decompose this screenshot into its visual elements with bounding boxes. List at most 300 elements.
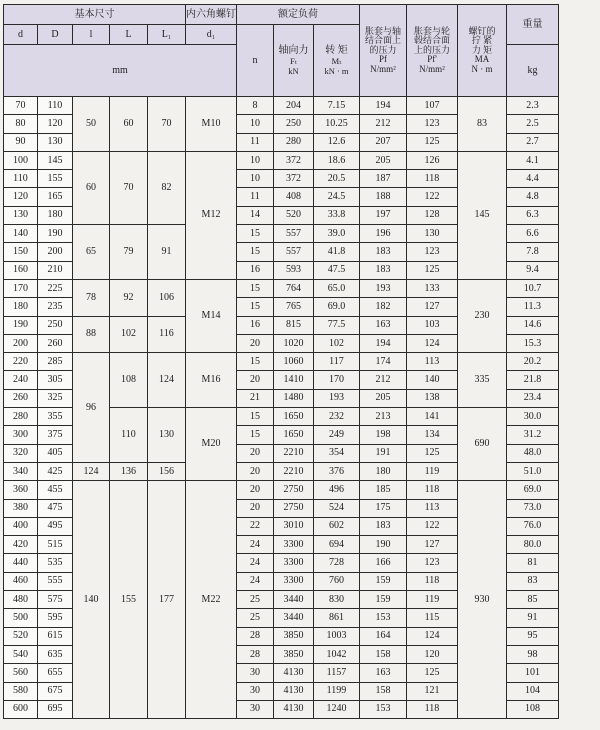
cell-L1: 82 (148, 151, 186, 224)
cell-D: 325 (38, 389, 73, 407)
cell-D: 355 (38, 408, 73, 426)
cell-n: 20 (237, 481, 274, 499)
cell-torque: 760 (314, 572, 360, 590)
cell-weight: 7.8 (507, 243, 559, 261)
cell-shaft-pressure: 174 (360, 353, 407, 371)
cell-axial-force: 372 (274, 151, 314, 169)
cell-n: 22 (237, 517, 274, 535)
basic-dimensions-header: 基本尺寸 (4, 5, 186, 25)
cell-d: 200 (4, 334, 38, 352)
cell-hub-pressure: 141 (407, 408, 458, 426)
kg-unit-header: kg (507, 45, 559, 97)
cell-n: 30 (237, 664, 274, 682)
cell-axial-force: 593 (274, 261, 314, 279)
cell-L1: 177 (148, 481, 186, 719)
cell-axial-force: 3850 (274, 627, 314, 645)
cell-torque: 39.0 (314, 225, 360, 243)
cell-axial-force: 372 (274, 170, 314, 188)
cell-tightening-torque: 230 (458, 279, 507, 352)
cell-axial-force: 3300 (274, 536, 314, 554)
cell-shaft-pressure: 187 (360, 170, 407, 188)
cell-torque: 524 (314, 499, 360, 517)
cell-n: 30 (237, 682, 274, 700)
cell-d1: M22 (186, 481, 237, 719)
cell-hub-pressure: 118 (407, 700, 458, 718)
cell-weight: 14.6 (507, 316, 559, 334)
cell-axial-force: 3010 (274, 517, 314, 535)
col-d1-header: d₁ (186, 25, 237, 45)
cell-hub-pressure: 122 (407, 188, 458, 206)
cell-axial-force: 408 (274, 188, 314, 206)
cell-hub-pressure: 124 (407, 334, 458, 352)
cell-d: 520 (4, 627, 38, 645)
cell-weight: 2.3 (507, 97, 559, 115)
cell-hub-pressure: 124 (407, 627, 458, 645)
cell-n: 25 (237, 591, 274, 609)
cell-axial-force: 557 (274, 243, 314, 261)
cell-hub-pressure: 118 (407, 572, 458, 590)
cell-D: 535 (38, 554, 73, 572)
cell-n: 11 (237, 133, 274, 151)
cell-L1: 116 (148, 316, 186, 353)
cell-torque: 12.6 (314, 133, 360, 151)
cell-L1: 124 (148, 353, 186, 408)
rated-load-header: 额定负荷 (237, 5, 360, 25)
cell-d: 120 (4, 188, 38, 206)
cell-axial-force: 765 (274, 298, 314, 316)
cell-d: 440 (4, 554, 38, 572)
cell-n: 20 (237, 334, 274, 352)
cell-shaft-pressure: 153 (360, 609, 407, 627)
cell-hub-pressure: 118 (407, 481, 458, 499)
cell-axial-force: 557 (274, 225, 314, 243)
cell-shaft-pressure: 158 (360, 645, 407, 663)
cell-shaft-pressure: 197 (360, 206, 407, 224)
cell-hub-pressure: 126 (407, 151, 458, 169)
cell-n: 10 (237, 151, 274, 169)
cell-weight: 31.2 (507, 426, 559, 444)
cell-tightening-torque: 145 (458, 151, 507, 279)
cell-D: 495 (38, 517, 73, 535)
cell-weight: 11.3 (507, 298, 559, 316)
cell-d: 110 (4, 170, 38, 188)
cell-axial-force: 3440 (274, 609, 314, 627)
cell-n: 15 (237, 243, 274, 261)
cell-d: 90 (4, 133, 38, 151)
shaft-pressure-symbol: Pf (378, 54, 387, 65)
cell-shaft-pressure: 183 (360, 243, 407, 261)
cell-d: 130 (4, 206, 38, 224)
cell-torque: 24.5 (314, 188, 360, 206)
cell-hub-pressure: 119 (407, 591, 458, 609)
cell-L: 108 (110, 353, 148, 408)
cell-weight: 10.7 (507, 279, 559, 297)
cell-D: 695 (38, 700, 73, 718)
torque-header (314, 25, 360, 97)
cell-axial-force: 4130 (274, 700, 314, 718)
cell-d: 140 (4, 225, 38, 243)
cell-l: 50 (73, 97, 110, 152)
cell-torque: 47.5 (314, 261, 360, 279)
cell-axial-force: 3440 (274, 591, 314, 609)
cell-d: 80 (4, 115, 38, 133)
cell-shaft-pressure: 163 (360, 316, 407, 334)
cell-n: 14 (237, 206, 274, 224)
cell-L: 60 (110, 97, 148, 152)
col-n-header: n (237, 25, 274, 97)
cell-D: 120 (38, 115, 73, 133)
cell-axial-force: 1480 (274, 389, 314, 407)
col-l-header: l (73, 25, 110, 45)
col-L1-header: L₁ (148, 25, 186, 45)
cell-shaft-pressure: 159 (360, 572, 407, 590)
cell-weight: 76.0 (507, 517, 559, 535)
cell-shaft-pressure: 191 (360, 444, 407, 462)
cell-n: 16 (237, 261, 274, 279)
axial-force-header (274, 25, 314, 97)
cell-D: 375 (38, 426, 73, 444)
cell-D: 145 (38, 151, 73, 169)
cell-torque: 354 (314, 444, 360, 462)
cell-D: 165 (38, 188, 73, 206)
cell-d: 480 (4, 591, 38, 609)
cell-torque: 77.5 (314, 316, 360, 334)
cell-torque: 728 (314, 554, 360, 572)
cell-weight: 2.7 (507, 133, 559, 151)
cell-n: 24 (237, 536, 274, 554)
cell-L: 79 (110, 225, 148, 280)
cell-hub-pressure: 107 (407, 97, 458, 115)
cell-tightening-torque: 335 (458, 353, 507, 408)
cell-shaft-pressure: 175 (360, 499, 407, 517)
cell-torque: 496 (314, 481, 360, 499)
spec-table-container (3, 4, 559, 719)
cell-shaft-pressure: 158 (360, 682, 407, 700)
cell-D: 475 (38, 499, 73, 517)
cell-axial-force: 2210 (274, 444, 314, 462)
cell-axial-force: 2750 (274, 481, 314, 499)
cell-weight: 6.6 (507, 225, 559, 243)
cell-d: 600 (4, 700, 38, 718)
cell-torque: 694 (314, 536, 360, 554)
cell-torque: 33.8 (314, 206, 360, 224)
cell-shaft-pressure: 212 (360, 115, 407, 133)
cell-weight: 48.0 (507, 444, 559, 462)
cell-weight: 23.4 (507, 389, 559, 407)
cell-shaft-pressure: 163 (360, 664, 407, 682)
cell-torque: 830 (314, 591, 360, 609)
cell-weight: 98 (507, 645, 559, 663)
cell-shaft-pressure: 188 (360, 188, 407, 206)
cell-torque: 1003 (314, 627, 360, 645)
cell-d1: M16 (186, 353, 237, 408)
cell-hub-pressure: 113 (407, 499, 458, 517)
cell-torque: 65.0 (314, 279, 360, 297)
cell-d: 150 (4, 243, 38, 261)
cell-torque: 20.5 (314, 170, 360, 188)
cell-d1: M12 (186, 151, 237, 279)
cell-torque: 1042 (314, 645, 360, 663)
cell-tightening-torque: 690 (458, 408, 507, 481)
cell-hub-pressure: 125 (407, 664, 458, 682)
cell-D: 200 (38, 243, 73, 261)
cell-hub-pressure: 121 (407, 682, 458, 700)
table-row (4, 353, 559, 371)
table-row (4, 97, 559, 115)
cell-weight: 6.3 (507, 206, 559, 224)
cell-hub-pressure: 113 (407, 353, 458, 371)
shaft-pressure-header (360, 5, 407, 97)
cell-hub-pressure: 123 (407, 115, 458, 133)
cell-hub-pressure: 119 (407, 462, 458, 480)
hub-pressure-header (407, 5, 458, 97)
cell-weight: 73.0 (507, 499, 559, 517)
cell-n: 16 (237, 316, 274, 334)
cell-n: 15 (237, 225, 274, 243)
cell-weight: 85 (507, 591, 559, 609)
cell-torque: 1199 (314, 682, 360, 700)
cell-n: 24 (237, 554, 274, 572)
cell-torque: 1240 (314, 700, 360, 718)
cell-D: 285 (38, 353, 73, 371)
cell-L: 155 (110, 481, 148, 719)
cell-torque: 117 (314, 353, 360, 371)
cell-weight: 101 (507, 664, 559, 682)
cell-axial-force: 4130 (274, 664, 314, 682)
cell-D: 515 (38, 536, 73, 554)
cell-hub-pressure: 123 (407, 243, 458, 261)
cell-d: 580 (4, 682, 38, 700)
cell-weight: 91 (507, 609, 559, 627)
tightening-torque-line3: 力 矩 (471, 44, 493, 55)
cell-D: 180 (38, 206, 73, 224)
cell-weight: 51.0 (507, 462, 559, 480)
cell-weight: 21.8 (507, 371, 559, 389)
hub-pressure-line3: 上的压力 (413, 44, 450, 55)
cell-n: 20 (237, 371, 274, 389)
cell-l: 140 (73, 481, 110, 719)
cell-torque: 102 (314, 334, 360, 352)
cell-D: 155 (38, 170, 73, 188)
cell-d: 340 (4, 462, 38, 480)
weight-header: 重量 (507, 5, 559, 45)
cell-d: 280 (4, 408, 38, 426)
cell-axial-force: 1650 (274, 426, 314, 444)
cell-axial-force: 1650 (274, 408, 314, 426)
cell-shaft-pressure: 183 (360, 517, 407, 535)
cell-d: 420 (4, 536, 38, 554)
cell-shaft-pressure: 153 (360, 700, 407, 718)
cell-hub-pressure: 125 (407, 261, 458, 279)
cell-shaft-pressure: 212 (360, 371, 407, 389)
cell-L1: 91 (148, 225, 186, 280)
cell-torque: 170 (314, 371, 360, 389)
cell-D: 210 (38, 261, 73, 279)
cell-weight: 108 (507, 700, 559, 718)
cell-d: 160 (4, 261, 38, 279)
cell-torque: 376 (314, 462, 360, 480)
cell-n: 10 (237, 115, 274, 133)
cell-n: 15 (237, 353, 274, 371)
cell-torque: 602 (314, 517, 360, 535)
shaft-pressure-line3: 的压力 (369, 44, 397, 55)
table-row (4, 481, 559, 499)
cell-shaft-pressure: 205 (360, 151, 407, 169)
cell-hub-pressure: 133 (407, 279, 458, 297)
cell-l: 96 (73, 353, 110, 463)
cell-n: 21 (237, 389, 274, 407)
cell-shaft-pressure: 166 (360, 554, 407, 572)
col-L-header: L (110, 25, 148, 45)
cell-axial-force: 280 (274, 133, 314, 151)
cell-weight: 80.0 (507, 536, 559, 554)
bolt-header: 内六角螺钉 (186, 5, 237, 25)
table-row (4, 151, 559, 169)
cell-n: 10 (237, 170, 274, 188)
torque-label: 转 矩 (325, 44, 348, 56)
cell-tightening-torque: 930 (458, 481, 507, 719)
cell-L: 102 (110, 316, 148, 353)
hub-pressure-line2: 毂结合面 (413, 35, 450, 46)
cell-d: 260 (4, 389, 38, 407)
cell-hub-pressure: 122 (407, 517, 458, 535)
cell-d: 180 (4, 298, 38, 316)
cell-shaft-pressure: 194 (360, 97, 407, 115)
cell-torque: 18.6 (314, 151, 360, 169)
cell-torque: 69.0 (314, 298, 360, 316)
shaft-pressure-unit: N/mm² (370, 63, 396, 74)
cell-weight: 104 (507, 682, 559, 700)
cell-shaft-pressure: 198 (360, 426, 407, 444)
cell-d: 500 (4, 609, 38, 627)
cell-n: 15 (237, 298, 274, 316)
cell-shaft-pressure: 182 (360, 298, 407, 316)
cell-L1: 156 (148, 462, 186, 480)
cell-torque: 193 (314, 389, 360, 407)
cell-n: 15 (237, 408, 274, 426)
cell-D: 260 (38, 334, 73, 352)
tightening-torque-symbol: MA (474, 54, 490, 65)
axial-force-label: 轴向力 (278, 44, 309, 56)
cell-torque: 7.15 (314, 97, 360, 115)
cell-axial-force: 204 (274, 97, 314, 115)
cell-D: 555 (38, 572, 73, 590)
cell-D: 405 (38, 444, 73, 462)
cell-hub-pressure: 140 (407, 371, 458, 389)
cell-axial-force: 1060 (274, 353, 314, 371)
cell-L: 70 (110, 151, 148, 224)
mm-unit-header: mm (4, 45, 237, 97)
cell-hub-pressure: 123 (407, 554, 458, 572)
cell-l: 88 (73, 316, 110, 353)
cell-n: 24 (237, 572, 274, 590)
tightening-torque-header (458, 5, 507, 97)
cell-hub-pressure: 138 (407, 389, 458, 407)
tightening-torque-line2: 拧 紧 (471, 35, 493, 46)
cell-n: 28 (237, 627, 274, 645)
cell-axial-force: 764 (274, 279, 314, 297)
cell-d: 360 (4, 481, 38, 499)
cell-weight: 95 (507, 627, 559, 645)
cell-d1: M14 (186, 279, 237, 352)
cell-D: 190 (38, 225, 73, 243)
cell-d: 240 (4, 371, 38, 389)
cell-d: 320 (4, 444, 38, 462)
cell-d: 380 (4, 499, 38, 517)
cell-d: 400 (4, 517, 38, 535)
torque-unit: kN · m (324, 65, 349, 76)
cell-d: 540 (4, 645, 38, 663)
cell-axial-force: 1020 (274, 334, 314, 352)
cell-axial-force: 815 (274, 316, 314, 334)
cell-d: 190 (4, 316, 38, 334)
cell-n: 20 (237, 462, 274, 480)
cell-shaft-pressure: 205 (360, 389, 407, 407)
cell-d1: M10 (186, 97, 237, 152)
cell-D: 225 (38, 279, 73, 297)
cell-axial-force: 3850 (274, 645, 314, 663)
cell-shaft-pressure: 190 (360, 536, 407, 554)
cell-axial-force: 3300 (274, 554, 314, 572)
cell-weight: 83 (507, 572, 559, 590)
cell-torque: 861 (314, 609, 360, 627)
cell-d: 70 (4, 97, 38, 115)
cell-shaft-pressure: 159 (360, 591, 407, 609)
cell-hub-pressure: 103 (407, 316, 458, 334)
cell-shaft-pressure: 213 (360, 408, 407, 426)
cell-n: 8 (237, 97, 274, 115)
cell-weight: 20.2 (507, 353, 559, 371)
cell-L1: 70 (148, 97, 186, 152)
cell-n: 20 (237, 499, 274, 517)
hub-pressure-symbol: Pf' (427, 54, 437, 65)
cell-shaft-pressure: 194 (360, 334, 407, 352)
cell-d1: M20 (186, 408, 237, 481)
cell-D: 675 (38, 682, 73, 700)
cell-L1: 106 (148, 279, 186, 316)
cell-weight: 4.4 (507, 170, 559, 188)
cell-d: 170 (4, 279, 38, 297)
cell-hub-pressure: 128 (407, 206, 458, 224)
col-D-header: D (38, 25, 73, 45)
cell-D: 425 (38, 462, 73, 480)
cell-torque: 1157 (314, 664, 360, 682)
table-row (4, 279, 559, 297)
cell-n: 11 (237, 188, 274, 206)
col-d-header: d (4, 25, 38, 45)
cell-hub-pressure: 127 (407, 536, 458, 554)
cell-n: 15 (237, 279, 274, 297)
cell-shaft-pressure: 207 (360, 133, 407, 151)
cell-weight: 4.1 (507, 151, 559, 169)
cell-D: 615 (38, 627, 73, 645)
cell-d: 100 (4, 151, 38, 169)
cell-L: 136 (110, 462, 148, 480)
cell-axial-force: 250 (274, 115, 314, 133)
hub-pressure-unit: N/mm² (419, 63, 445, 74)
cell-axial-force: 2210 (274, 462, 314, 480)
cell-d: 220 (4, 353, 38, 371)
spec-table-body (4, 97, 559, 719)
cell-shaft-pressure: 180 (360, 462, 407, 480)
cell-d: 460 (4, 572, 38, 590)
cell-n: 20 (237, 444, 274, 462)
cell-D: 575 (38, 591, 73, 609)
cell-torque: 41.8 (314, 243, 360, 261)
cell-weight: 9.4 (507, 261, 559, 279)
cell-L: 92 (110, 279, 148, 316)
cell-weight: 30.0 (507, 408, 559, 426)
